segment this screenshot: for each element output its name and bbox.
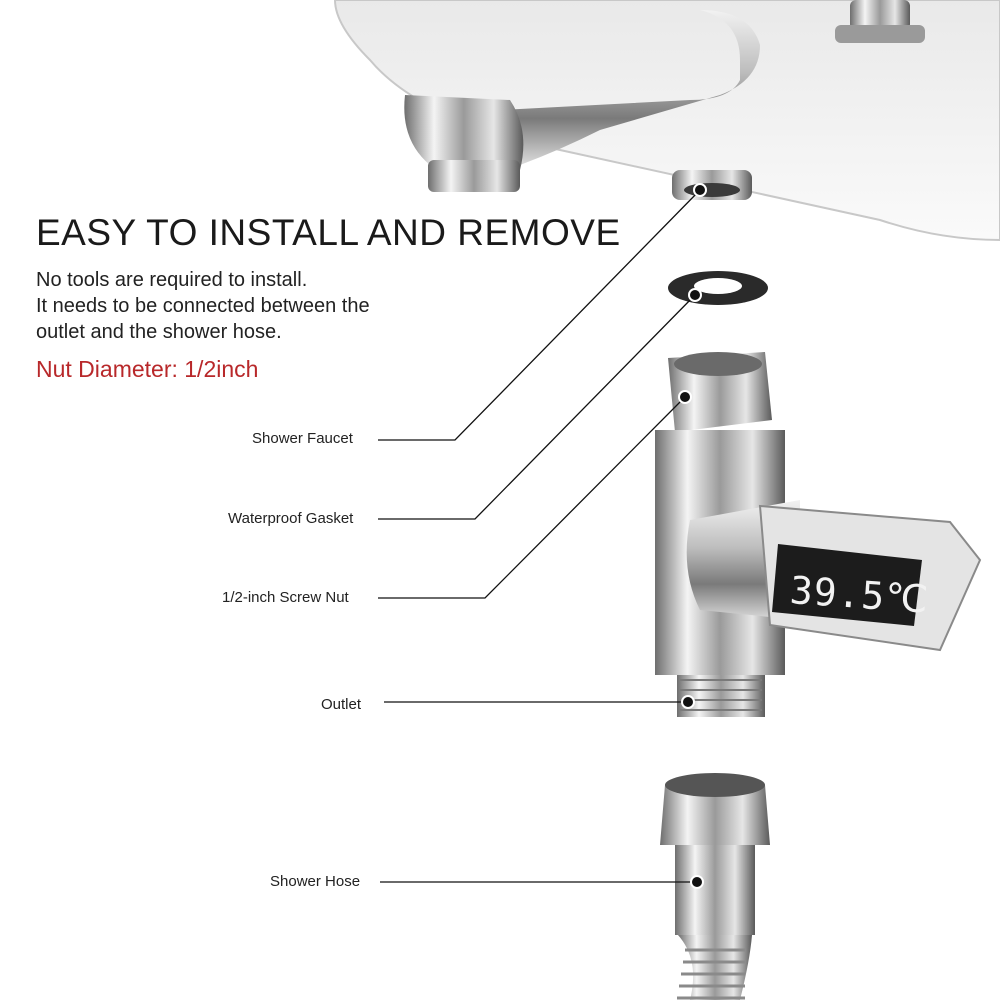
description-line: No tools are required to install.	[36, 269, 308, 291]
shower-hose-graphic	[660, 773, 770, 1000]
leader-waterproof-gasket	[378, 295, 695, 519]
wall-faucet-graphic	[335, 0, 1000, 240]
page-title: EASY TO INSTALL AND REMOVE	[36, 212, 621, 253]
label-shower-hose: Shower Hose	[270, 873, 361, 890]
label-outlet: Outlet	[321, 696, 362, 713]
leader-screw-nut	[378, 397, 685, 598]
nut-diameter-note: Nut Diameter: 1/2inch	[36, 356, 259, 382]
thermometer-graphic	[655, 352, 980, 717]
waterproof-gasket-graphic	[668, 271, 768, 305]
label-screw-nut: 1/2-inch Screw Nut	[222, 589, 349, 606]
description-line: outlet and the shower hose.	[36, 321, 282, 343]
temperature-display: 39.5℃	[788, 568, 931, 622]
description	[36, 267, 370, 345]
label-shower-faucet: Shower Faucet	[252, 430, 353, 447]
description-line: It needs to be connected between the	[36, 295, 370, 317]
callout-lines	[378, 190, 700, 882]
label-waterproof-gasket: Waterproof Gasket	[228, 510, 354, 527]
